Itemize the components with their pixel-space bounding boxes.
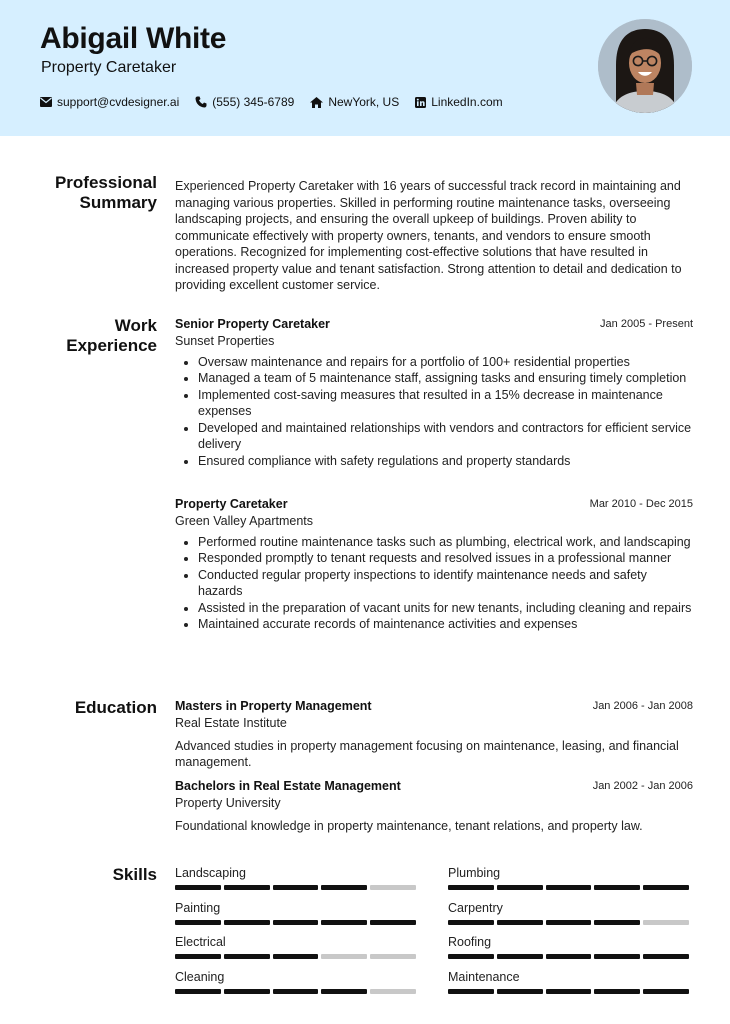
skill-name: Cleaning	[175, 970, 225, 984]
job-date: Jan 2005 - Present	[600, 318, 693, 330]
linkedin-text: LinkedIn.com	[431, 95, 503, 109]
school-name: Property University	[175, 796, 281, 810]
education-date: Jan 2006 - Jan 2008	[592, 700, 693, 712]
education-entry	[175, 778, 693, 834]
skill-item	[448, 866, 692, 890]
job-date: Mar 2010 - Dec 2015	[589, 498, 693, 510]
degree-title: Bachelors in Real Estate Management	[175, 779, 401, 793]
skill-item	[175, 901, 419, 925]
job-bullet: • Ensured compliance with safety regulations and property standards	[198, 453, 693, 470]
job-bullets	[175, 354, 693, 470]
location-text: NewYork, US	[328, 95, 400, 109]
job-bullet: • Conducted regular property inspections to identify maintenance needs and safety hazards	[198, 567, 693, 600]
skill-level-bar	[448, 920, 692, 925]
education-description: Foundational knowledge in property maintenance, tenant relations, and property law.	[175, 818, 643, 833]
skill-level-segment	[643, 920, 689, 925]
skill-item	[175, 935, 419, 959]
education-date: Jan 2002 - Jan 2006	[592, 780, 693, 792]
school-name: Real Estate Institute	[175, 716, 287, 730]
skills-heading	[40, 865, 157, 885]
skill-item	[175, 970, 419, 994]
skill-level-segment	[594, 954, 640, 959]
skill-level-segment	[175, 954, 221, 959]
candidate-role: Property Caretaker	[41, 59, 177, 76]
skill-level-bar	[448, 989, 692, 994]
email-text: support@cvdesigner.ai	[57, 95, 180, 109]
skill-level-segment	[321, 920, 367, 925]
profile-photo	[598, 19, 692, 113]
skill-name: Maintenance	[448, 970, 520, 984]
skill-level-segment	[448, 885, 494, 890]
contact-phone[interactable]	[195, 95, 294, 109]
education-heading	[40, 698, 157, 718]
skill-level-segment	[497, 885, 543, 890]
skill-level-bar	[448, 885, 692, 890]
job-entry	[175, 496, 693, 633]
skill-level-segment	[497, 954, 543, 959]
skill-level-segment	[321, 954, 367, 959]
skill-level-segment	[497, 920, 543, 925]
job-bullet: • Performed routine maintenance tasks such as plumbing, electrical work, and landscaping	[198, 534, 693, 551]
skill-name: Roofing	[448, 935, 492, 949]
skill-name: Carpentry	[448, 901, 503, 915]
candidate-name: Abigail White	[40, 22, 227, 55]
job-bullet: • Maintained accurate records of maintenance activities and expenses	[198, 616, 693, 633]
job-entry	[175, 316, 693, 469]
skill-level-segment	[594, 989, 640, 994]
summary-heading-text: Professional Summary	[54, 173, 157, 212]
home-icon	[310, 97, 323, 108]
skill-level-segment	[497, 989, 543, 994]
skill-level-segment	[370, 989, 416, 994]
skill-level-segment	[273, 920, 319, 925]
skill-level-segment	[594, 920, 640, 925]
skill-level-bar	[175, 954, 419, 959]
summary-text: Experienced Property Caretaker with 16 years of successful track record in maintaining and managing various properties. Skilled in performing routine maintenance tasks, overseeing landscaping projects, and ensuring the overall upkeep of buildings. Proven ability to communicate effectively with property owners, tenants, and vendors to ensure smooth operations. Recognized for implementing cost-effective solutions that have resulted in increased property value and tenant satisfaction. Strong attention to detail and dedication to providing excellent customer service.	[175, 179, 682, 292]
education-entry	[175, 698, 693, 771]
experience-heading	[40, 316, 157, 356]
experience-heading-text: Work Experience	[66, 316, 157, 355]
skill-level-segment	[224, 920, 270, 925]
skill-level-segment	[224, 989, 270, 994]
skill-level-segment	[273, 989, 319, 994]
job-bullets	[175, 534, 693, 633]
skill-item	[448, 901, 692, 925]
skill-level-segment	[546, 954, 592, 959]
education-description: Advanced studies in property management focusing on maintenance, leasing, and financial management.	[175, 738, 679, 769]
job-bullet: • Managed a team of 5 maintenance staff, assigning tasks and ensuring timely completion	[198, 370, 693, 387]
skill-level-segment	[273, 885, 319, 890]
skill-name: Plumbing	[448, 866, 501, 880]
skill-level-segment	[370, 920, 416, 925]
degree-title: Masters in Property Management	[175, 699, 372, 713]
skill-level-segment	[594, 885, 640, 890]
summary-heading	[40, 173, 157, 213]
skill-level-segment	[224, 885, 270, 890]
skill-level-segment	[546, 920, 592, 925]
skill-item	[175, 866, 419, 890]
skill-item	[448, 970, 692, 994]
contact-bar	[40, 95, 519, 109]
skill-level-segment	[321, 885, 367, 890]
skills-heading-text: Skills	[112, 865, 157, 884]
job-bullet: • Assisted in the preparation of vacant units for new tenants, including cleaning and repairs	[198, 600, 693, 617]
skill-level-segment	[370, 885, 416, 890]
skill-level-bar	[175, 885, 419, 890]
linkedin-icon	[415, 97, 426, 108]
job-company: Green Valley Apartments	[175, 514, 314, 528]
job-title: Senior Property Caretaker	[175, 317, 330, 331]
job-bullet: • Responded promptly to tenant requests and resolved issues in a professional manner	[198, 550, 693, 567]
phone-text: (555) 345-6789	[212, 95, 295, 109]
skill-level-segment	[448, 920, 494, 925]
education-heading-text: Education	[74, 698, 157, 717]
skill-name: Painting	[175, 901, 221, 915]
job-bullet: • Oversaw maintenance and repairs for a portfolio of 100+ residential properties	[198, 354, 693, 371]
job-company: Sunset Properties	[175, 334, 275, 348]
skill-level-segment	[643, 989, 689, 994]
skill-level-segment	[546, 885, 592, 890]
contact-linkedin[interactable]	[415, 95, 502, 109]
skill-name: Electrical	[175, 935, 226, 949]
job-title: Property Caretaker	[175, 497, 288, 511]
envelope-icon	[40, 97, 52, 107]
skill-level-segment	[370, 954, 416, 959]
skill-level-segment	[448, 989, 494, 994]
job-bullet: • Implemented cost-saving measures that resulted in a 15% decrease in maintenance expenses	[198, 387, 693, 420]
skill-level-bar	[448, 954, 692, 959]
phone-icon	[195, 96, 207, 108]
skill-level-segment	[273, 954, 319, 959]
skill-level-segment	[321, 989, 367, 994]
skill-level-segment	[448, 954, 494, 959]
skill-level-segment	[643, 954, 689, 959]
skill-level-segment	[224, 954, 270, 959]
contact-email[interactable]	[40, 95, 179, 109]
skill-level-segment	[175, 885, 221, 890]
skill-level-bar	[175, 989, 419, 994]
resume-header	[0, 0, 730, 136]
skill-level-segment	[643, 885, 689, 890]
skill-level-segment	[175, 989, 221, 994]
skill-item	[448, 935, 692, 959]
contact-location	[310, 95, 399, 109]
skill-level-segment	[175, 920, 221, 925]
skill-level-bar	[175, 920, 419, 925]
skill-level-segment	[546, 989, 592, 994]
skill-name: Landscaping	[175, 866, 246, 880]
job-bullet: • Developed and maintained relationships with vendors and contractors for efficient service delivery	[198, 420, 693, 453]
